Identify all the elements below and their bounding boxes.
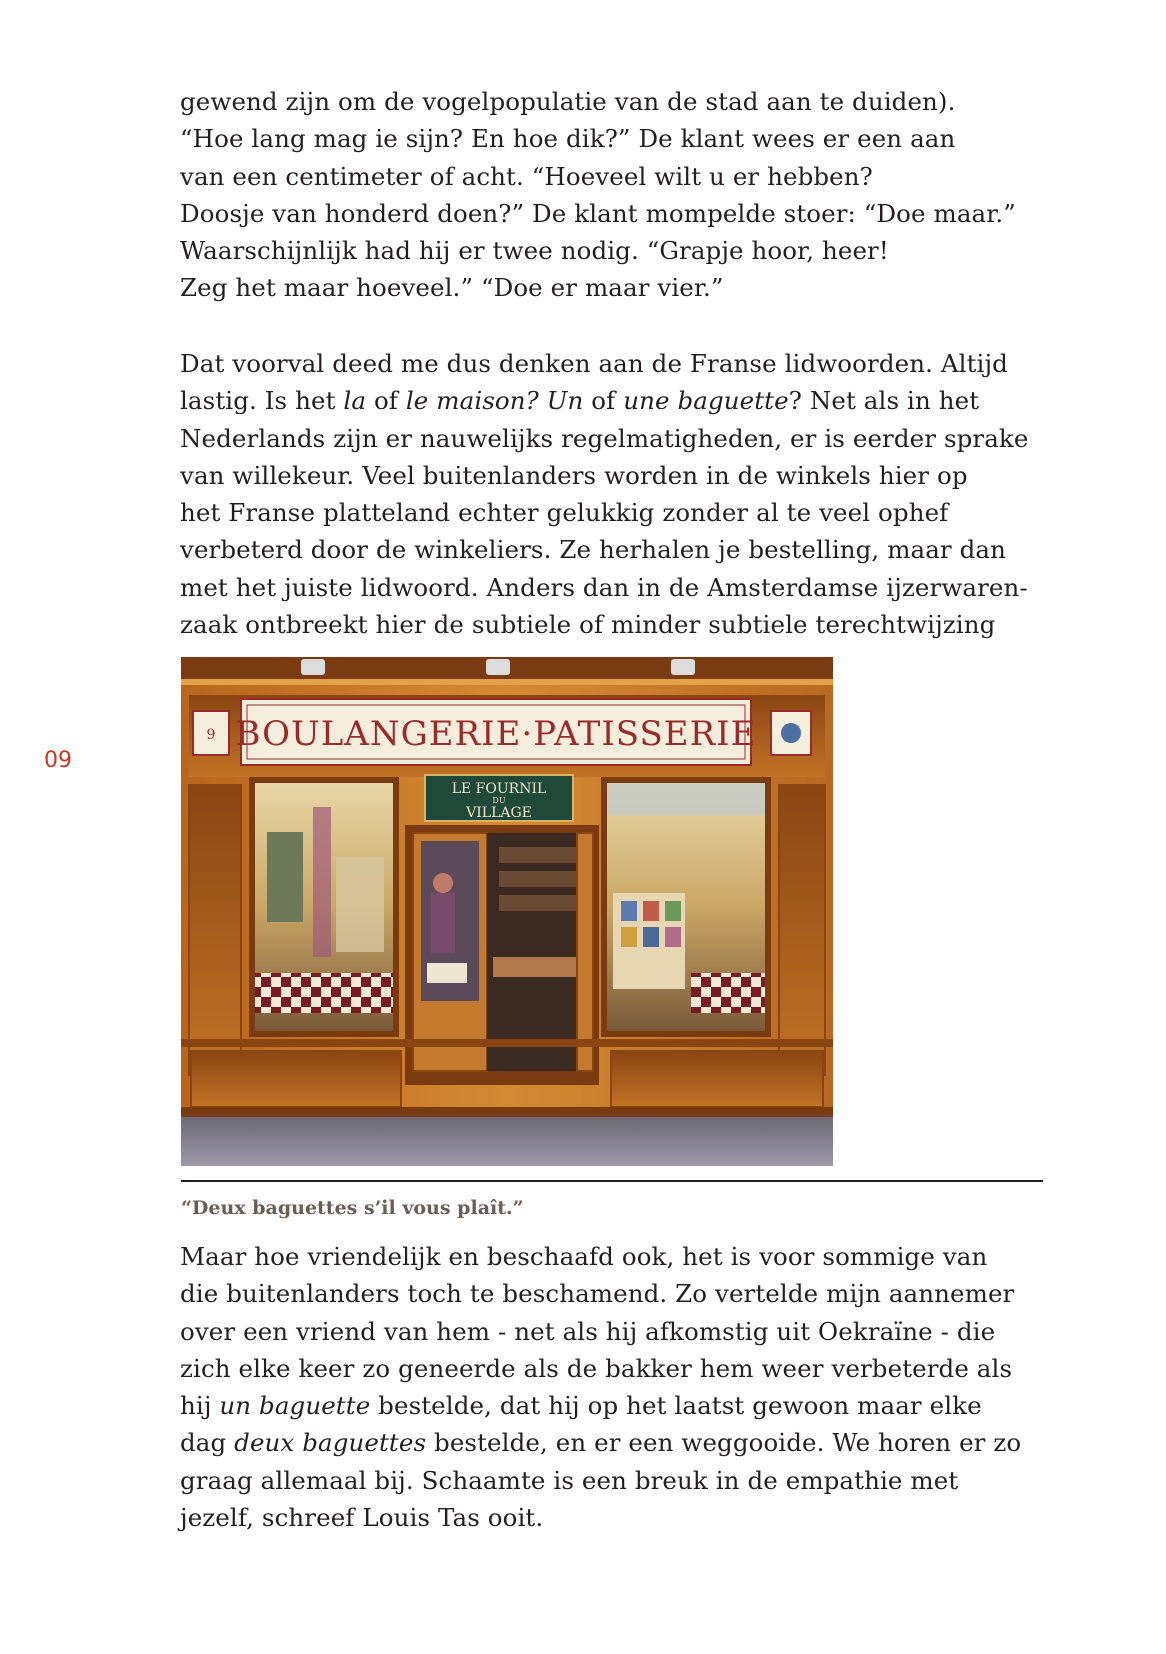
door-reflection bbox=[433, 873, 453, 893]
lamp bbox=[671, 659, 695, 675]
checkered-tiles-left bbox=[255, 973, 393, 1013]
page-number: 09 bbox=[44, 748, 72, 773]
cobblestone-pavement bbox=[181, 1117, 833, 1166]
text-line: verbeterd door de winkeliers. Ze herhalen je bestelling, maar dan bbox=[180, 535, 1007, 565]
cornice-trim bbox=[181, 679, 833, 685]
interior-counter bbox=[493, 957, 585, 977]
sign-number: 9 bbox=[206, 727, 216, 743]
text-line: Doosje van honderd doen?” De klant mompelde stoer: “Doe maar.” bbox=[180, 198, 1016, 228]
lamp bbox=[301, 659, 325, 675]
interior-shelf bbox=[499, 895, 579, 911]
lower-panel-right bbox=[611, 1051, 823, 1107]
checkered-tiles-right bbox=[691, 973, 765, 1013]
postcard bbox=[665, 927, 681, 947]
door-reflection-figure bbox=[431, 893, 455, 953]
text-line: het Franse platteland echter gelukkig zonder al te veel ophef bbox=[180, 498, 949, 528]
window-left-shelf bbox=[267, 832, 303, 922]
text-line: Maar hoe vriendelijk en beschaafd ook, het is voor sommige van bbox=[180, 1242, 988, 1271]
text-run: bestelde, dat hij op het laatst gewoon maar elke bbox=[370, 1391, 982, 1421]
text-line bbox=[180, 382, 1060, 419]
postcard bbox=[643, 901, 659, 921]
text-line bbox=[180, 1424, 1060, 1461]
postcard bbox=[621, 927, 637, 947]
window-left-display bbox=[313, 807, 331, 957]
lower-panel-left bbox=[191, 1051, 401, 1107]
text-line: Zeg het maar hoeveel.” “Doe er maar vier.” bbox=[180, 273, 724, 303]
text-run: of bbox=[583, 386, 624, 416]
postcard bbox=[621, 901, 637, 921]
main-sign-text: BOULANGERIE·PATISSERIE bbox=[235, 714, 757, 754]
text-run: of bbox=[366, 386, 406, 416]
text-line: van willekeur. Veel buitenlanders worden in de winkels hier op bbox=[180, 460, 968, 490]
text-line: gewend zijn om de vogelpopulatie van de stad aan te duiden). bbox=[180, 87, 956, 116]
text-run: dag bbox=[180, 1428, 235, 1458]
lamp bbox=[486, 659, 510, 675]
italic-run: le maison? Un bbox=[405, 386, 584, 416]
text-line: zaak ontbreekt hier de subtiele of minder subtiele terechtwijzing bbox=[180, 610, 996, 640]
door-sign-line1: LE FOURNIL bbox=[451, 781, 547, 797]
interior-shelf bbox=[499, 871, 579, 887]
text-line: met het juiste lidwoord. Anders dan in de Amsterdamse ijzerwaren- bbox=[180, 572, 1028, 602]
interior-shelf bbox=[499, 847, 579, 863]
pilaster-left bbox=[189, 785, 241, 1075]
italic-run: deux baguettes bbox=[234, 1428, 427, 1458]
text-run: ? Net als in het bbox=[788, 386, 980, 416]
text-line bbox=[180, 1387, 1060, 1424]
text-run: bestelde, en er een weggooide. We horen er zo bbox=[426, 1428, 1022, 1458]
paragraph-1 bbox=[180, 83, 1060, 307]
italic-run: la bbox=[343, 386, 367, 416]
text-run: hij bbox=[180, 1391, 220, 1421]
text-line: “Hoe lang mag ie sijn? En hoe dik?” De klant wees er een aan bbox=[180, 124, 956, 154]
text-line: Waarschijnlijk had hij er twee nodig. “Grapje hoor, heer! bbox=[180, 236, 889, 266]
text-line: over een vriend van hem - net als hij afkomstig uit Oekraïne - die bbox=[180, 1316, 996, 1346]
text-line: graag allemaal bij. Schaamte is een breuk in de empathie met bbox=[180, 1465, 959, 1495]
base-rail bbox=[181, 1107, 833, 1117]
bakery-storefront-photo bbox=[181, 657, 833, 1166]
door-right-leaf bbox=[577, 833, 593, 1071]
pilaster-right bbox=[779, 785, 825, 1075]
postcard bbox=[665, 901, 681, 921]
text-line: die buitenlanders toch te beschamend. Zo vertelde mijn aannemer bbox=[180, 1279, 1015, 1309]
italic-run: une baguette bbox=[623, 386, 789, 416]
text-line: Dat voorval deed me dus denken aan de Franse lidwoorden. Altijd bbox=[180, 349, 1008, 378]
photo-caption: “Deux baguettes s’il vous plaît.” bbox=[181, 1197, 524, 1219]
window-right-reflection bbox=[607, 783, 765, 815]
ornament-emblem bbox=[781, 723, 801, 743]
door-notice bbox=[427, 963, 467, 983]
italic-run: un baguette bbox=[219, 1391, 371, 1421]
door-sign-line2: DU bbox=[492, 796, 506, 805]
text-line: jezelf, schreef Louis Tas ooit. bbox=[180, 1503, 544, 1533]
window-left-cards bbox=[336, 857, 384, 952]
lower-rail bbox=[181, 1039, 833, 1047]
door-sign-line3: VILLAGE bbox=[466, 805, 532, 821]
paragraph-3 bbox=[180, 1238, 1060, 1536]
text-run: lastig. Is het bbox=[180, 386, 344, 416]
text-line: zich elke keer zo geneerde als de bakker hem weer verbeterde als bbox=[180, 1353, 1013, 1383]
caption-rule bbox=[181, 1180, 1043, 1182]
postcard bbox=[643, 927, 659, 947]
paragraph-2 bbox=[180, 345, 1060, 643]
text-line: van een centimeter of acht. “Hoeveel wilt u er hebben? bbox=[180, 161, 873, 191]
text-line: Nederlands zijn er nauwelijks regelmatigheden, er is eerder sprake bbox=[180, 423, 1029, 453]
